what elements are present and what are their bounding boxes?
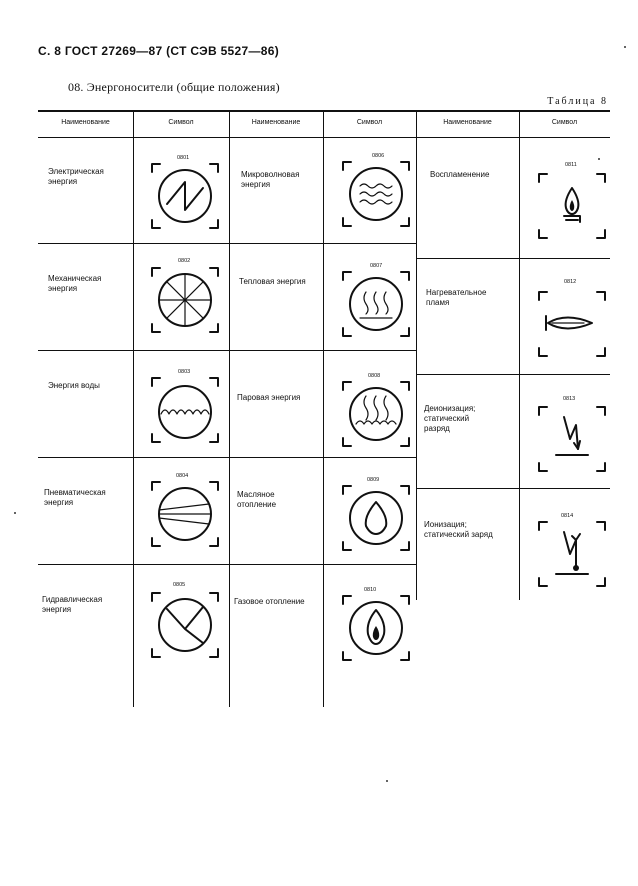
scan-speck bbox=[386, 780, 388, 782]
symbol-code: 0814 bbox=[561, 513, 574, 519]
entry-name: Паровая энергия bbox=[237, 393, 301, 402]
column-divider bbox=[519, 110, 520, 600]
entry-name: Энергия воды bbox=[48, 381, 100, 390]
hydraulic-energy-icon bbox=[149, 589, 221, 661]
entry-name: Воспламенение bbox=[430, 170, 490, 179]
heating-flame-icon bbox=[536, 288, 608, 360]
symbol-code: 0812 bbox=[564, 279, 577, 285]
scan-speck bbox=[14, 512, 16, 514]
entry-name: Гидравлическая энергия bbox=[42, 595, 103, 614]
entry-name: Микроволновая энергия bbox=[241, 170, 300, 189]
microwave-energy-icon bbox=[340, 158, 412, 230]
column-header-symbol: Символ bbox=[551, 119, 578, 126]
symbol-code: 0813 bbox=[563, 396, 576, 402]
table-label: Таблица 8 bbox=[547, 96, 608, 107]
column-divider bbox=[323, 110, 324, 707]
steam-energy-icon bbox=[340, 378, 412, 450]
column-header-name: Наименование bbox=[251, 119, 301, 126]
row-divider bbox=[416, 374, 610, 375]
column-header-symbol: Символ bbox=[168, 119, 194, 126]
page-header: С. 8 ГОСТ 27269—87 (СТ СЭВ 5527—86) bbox=[38, 44, 280, 58]
symbol-code: 0808 bbox=[368, 373, 381, 379]
entry-name: Пневматическая энергия bbox=[44, 488, 106, 507]
scan-speck bbox=[598, 158, 600, 160]
entry-name: Тепловая энергия bbox=[239, 277, 306, 286]
row-divider bbox=[416, 488, 610, 489]
electric-energy-icon bbox=[149, 160, 221, 232]
entry-name: Деионизация; статический разряд bbox=[424, 404, 476, 433]
deionization-icon bbox=[536, 403, 608, 475]
column-header-name: Наименование bbox=[61, 119, 110, 126]
entry-name: Нагревательное пламя bbox=[426, 288, 487, 307]
table-top-rule bbox=[38, 110, 610, 112]
symbol-code: 0804 bbox=[176, 473, 189, 479]
symbol-code: 0811 bbox=[565, 162, 577, 168]
column-divider bbox=[229, 110, 230, 707]
entry-name: Масляное отопление bbox=[237, 490, 277, 509]
water-energy-icon bbox=[149, 374, 221, 446]
symbol-code: 0805 bbox=[173, 582, 186, 588]
column-header-symbol: Символ bbox=[356, 119, 383, 126]
gas-heating-icon bbox=[340, 592, 412, 664]
entry-name: Механическая энергия bbox=[48, 274, 102, 293]
thermal-energy-icon bbox=[340, 268, 412, 340]
symbol-code: 0806 bbox=[372, 153, 385, 159]
mechanical-energy-icon bbox=[149, 264, 221, 336]
symbol-code: 0802 bbox=[178, 258, 191, 264]
entry-name: Электрическая энергия bbox=[48, 167, 104, 186]
symbol-code: 0803 bbox=[178, 369, 191, 375]
symbol-code: 0807 bbox=[370, 263, 383, 269]
oil-heating-icon bbox=[340, 482, 412, 554]
row-divider bbox=[38, 457, 416, 458]
row-divider bbox=[38, 243, 416, 244]
column-divider bbox=[133, 110, 134, 707]
symbol-code: 0810 bbox=[364, 587, 377, 593]
row-divider bbox=[38, 350, 416, 351]
ionization-icon bbox=[536, 518, 608, 590]
entry-name: Ионизация; статический заряд bbox=[424, 520, 493, 539]
symbol-code: 0809 bbox=[367, 477, 380, 483]
column-divider bbox=[416, 110, 417, 600]
column-header-name: Наименование bbox=[443, 119, 492, 126]
pneumatic-energy-icon bbox=[149, 478, 221, 550]
scan-speck bbox=[624, 46, 626, 48]
entry-name: Газовое отопление bbox=[234, 597, 305, 606]
section-title: 08. Энергоносители (общие положения) bbox=[68, 80, 280, 94]
symbol-code: 0801 bbox=[177, 155, 190, 161]
row-divider bbox=[416, 258, 610, 259]
table-header-rule bbox=[38, 137, 610, 138]
ignition-icon bbox=[536, 170, 608, 242]
row-divider bbox=[38, 564, 416, 565]
